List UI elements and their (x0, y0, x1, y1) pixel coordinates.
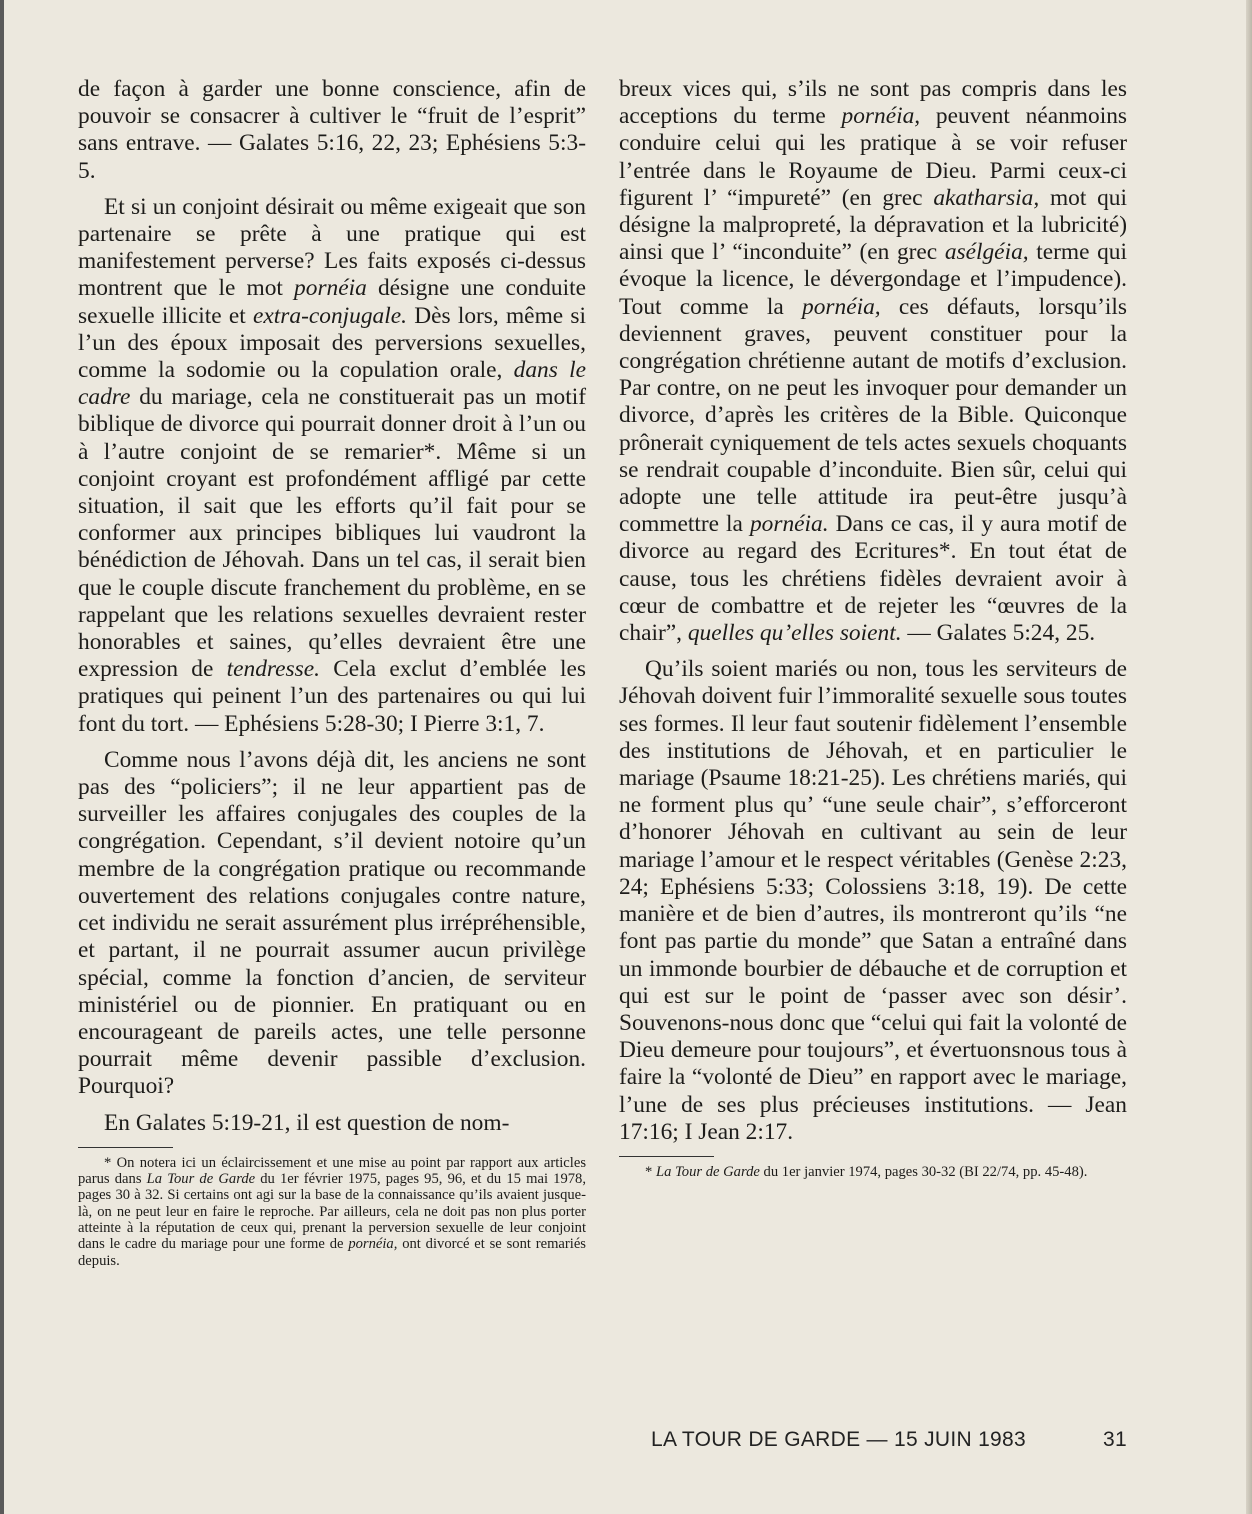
text-run: Dès lors, même si l’un des époux imposait des perversions sexuelles, comme la sodomie ou la copulation orale, (78, 302, 586, 384)
paragraph (78, 194, 586, 738)
italic-term: pornéia, (802, 293, 881, 320)
footnote-divider (619, 1156, 714, 1157)
text-run: Et si un conjoint désirait ou même exigeait que son partenaire se prête à une pratique qui est manifestement perverse? Les faits exposés ci-dessus montrent que le mot (78, 193, 586, 302)
footnote (78, 1155, 586, 1269)
text-run: * On notera ici un éclaircissement et une mise au point par rapport aux articles parus dans (78, 1154, 586, 1188)
text-run: terme qui évoque la licence, le dévergondage et l’impudence). Tout comme la (619, 239, 1127, 320)
italic-term: akatharsia, (933, 184, 1040, 211)
text-run: ont divorcé et se sont remariés depuis. (78, 1236, 586, 1269)
publication-title: LA TOUR DE GARDE — 15 JUIN 1983 (651, 1428, 1026, 1451)
paragraph: Qu’ils soient mariés ou non, tous les serviteurs de Jéhovah doivent fuir l’immoralité sexuelle sous toutes ses formes. Il leur faut soutenir fidèlement l’ensemble des institutions de Jéhovah, et en particulier le mariage (Psaume 18:21-25). Les chrétiens mariés, qui ne forment plus qu’ “une seule chair”, s’efforceront d’honorer Jéhovah en cultivant au sein de leur mariage l’amour et le respect véritables (Genèse 2:23, 24; Ephésiens 5:33; Colossiens 3:18, 19). De cette manière et de bien d’autres, ils montreront qu’ils “ne font pas partie du monde” que Satan a entraîné dans un immonde bourbier de débauche et de corruption et qui est sur le point de ‘passer avec son désir’. Souvenons-nous donc que “celui qui fait la volonté de Dieu demeure pour toujours”, et évertuonsnous tous à faire la “volonté de Dieu” en rapport avec le mariage, l’une de ses plus précieuses institutions. — Jean 17:16; I Jean 2:17. (619, 656, 1127, 1145)
italic-term: La Tour de Garde (146, 1171, 256, 1188)
paragraph (619, 76, 1127, 647)
right-column (619, 76, 1127, 1189)
text-run: désigne une conduite sexuelle illicite et (78, 275, 586, 329)
italic-term: dans le cadre (78, 357, 587, 411)
italic-term: pornéia, (841, 103, 921, 130)
text-run: * (645, 1163, 656, 1180)
text-run: du 1er janvier 1974, pages 30-32 (BI 22/74, pp. 45-48). (759, 1163, 1088, 1180)
italic-term: pornéia (294, 275, 367, 302)
italic-term: asélgéia, (944, 239, 1029, 266)
text-run: ces défauts, lorsqu’ils deviennent graves, peuvent constituer pour la congrégation chrétienne autant de motifs d’exclusion. Par contre, on ne peut les invoquer pour demander un divorce, d’après les critères de la Bible. Quiconque prônerait cyniquement de tels actes sexuels choquants se rendrait coupable d’inconduite. Bien sûr, celui qui adopte une telle attitude ira peut-être jusqu’à commettre la (619, 293, 1127, 538)
text-run: peuvent néanmoins conduire celui qui les pratique à se voir refuser l’entrée dans le Royaume de Dieu. Parmi ceux-ci figurent l’ “impureté” (en grec (619, 103, 1127, 211)
italic-term: La Tour de Garde (655, 1163, 760, 1180)
text-run: du mariage, cela ne constituerait pas un motif biblique de divorce qui pourrait donner droit à l’un ou à l’autre conjoint de se remarier*. Même si un conjoint croyant est profondément affligé par cette situation, il sait que les efforts qu’il fait pour se conformer aux principes bibliques lui vaudront la bénédiction de Jéhovah. Dans un tel cas, il serait bien que le couple discute franchement du problème, en se rappelant que les relations sexuelles devraient rester honorables et saines, qu’elles devraient être une expression de (78, 384, 586, 683)
paragraph: En Galates 5:19-21, il est question de nom- (104, 1109, 510, 1136)
text-run: mot qui désigne la malpropreté, la dépravation et la lubricité) ainsi que l’ “inconduite” (en grec (619, 184, 1127, 266)
page-number: 31 (1103, 1428, 1127, 1451)
text-run: — Galates 5:24, 25. (901, 620, 1096, 647)
italic-term: pornéia, (348, 1236, 398, 1253)
footnote (619, 1164, 1127, 1180)
text-run: Dans ce cas, il y aura motif de divorce au regard des Ecritures*. En tout état de cause, tous les chrétiens fidèles devraient avoir à cœur de combattre et de rejeter les “œuvres de la chair”, (619, 511, 1128, 647)
italic-term: tendresse. (226, 656, 320, 683)
italic-term: extra-conjugale. (253, 302, 407, 329)
text-run: du 1er février 1975, pages 95, 96, et du 15 mai 1978, pages 30 à 32. Si certains ont agi sur la base de la connaissance qu’ils avaient jusque-là, on ne peut leur en faire le reproche. Par ailleurs, cela ne doit pas non plus porter atteinte à la réputation de ceux qui, prenant la perversion sexuelle de leur conjoint dans le cadre du mariage pour une forme de (78, 1171, 586, 1253)
left-column (78, 76, 586, 1278)
italic-term: quelles qu’elles soient. (687, 620, 902, 647)
paragraph: Comme nous l’avons déjà dit, les anciens ne sont pas des “policiers”; il ne leur appartient pas de surveiller les affaires conjugales des couples de la congrégation. Cependant, s’il devient notoire qu’un membre de la congrégation pratique ou recommande ouvertement des relations conjugales contre nature, cet individu ne serait assurément plus irrépréhensible, et partant, il ne pourrait assumer aucun privilège spécial, comme la fonction d’ancien, de serviteur ministériel ou de pionnier. En pratiquant ou en encourageant de pareils actes, une telle personne pourrait même devenir passible d’exclusion. Pourquoi? (78, 746, 586, 1100)
italic-term: pornéia. (749, 511, 829, 538)
text-run: breux vices qui, s’ils ne sont pas compris dans les acceptions du terme (619, 76, 1127, 130)
footnote-divider (78, 1147, 173, 1148)
text-run: Cela exclut d’emblée les pratiques qui peinent l’un des partenaires ou qui lui font du tort. — Ephésiens 5:28-30; I Pierre 3:1, 7. (78, 656, 586, 737)
paragraph: de façon à garder une bonne conscience, afin de pouvoir se consacrer à cultiver le “fruit de l’esprit” sans entrave. — Galates 5:16, 22, 23; Ephésiens 5:3-5. (78, 76, 586, 184)
page-footer (651, 1428, 1127, 1452)
